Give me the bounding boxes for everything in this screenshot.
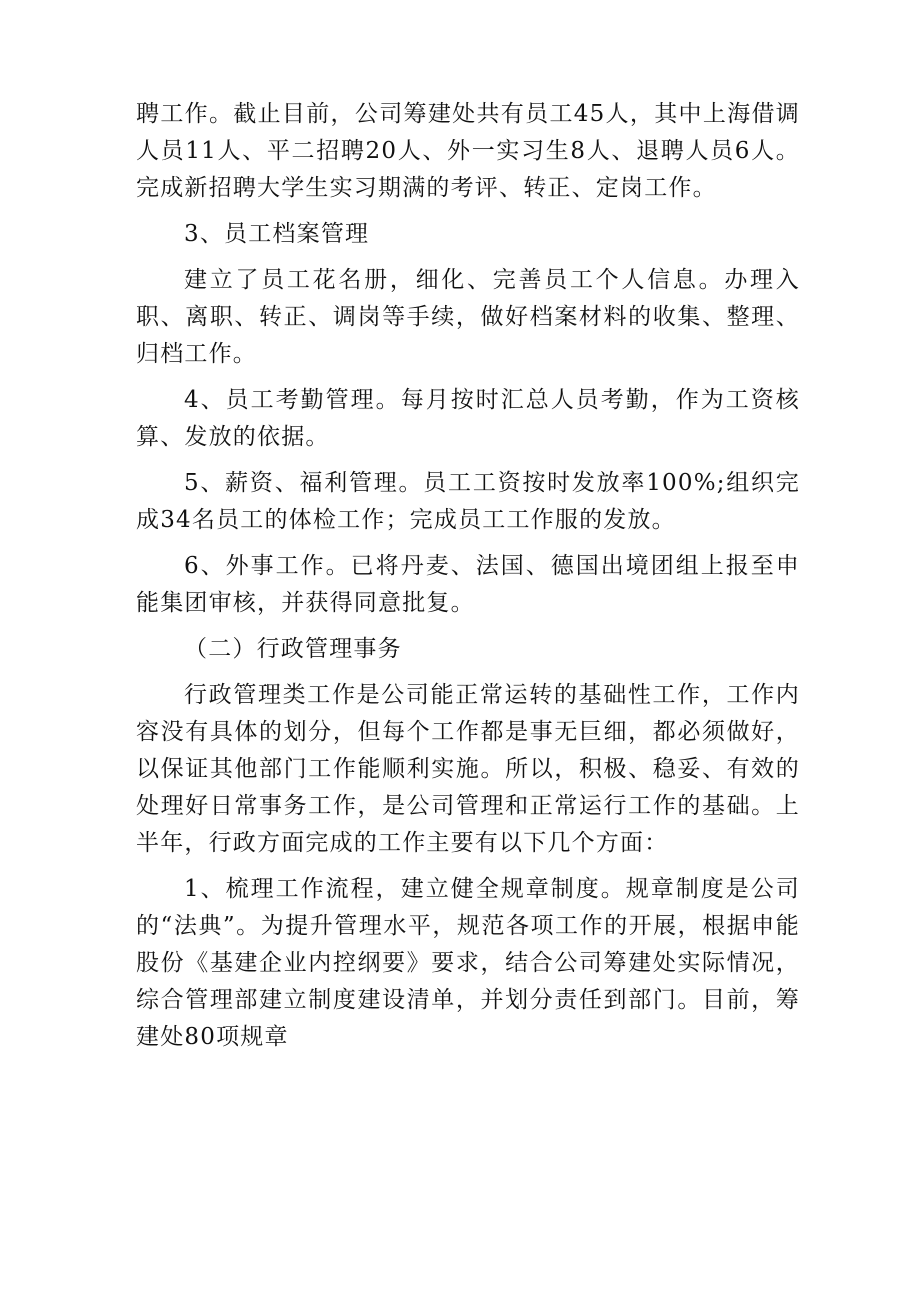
paragraph-foreign-affairs: 6、外事工作。已将丹麦、法国、德国出境团组上报至申能集团审核，并获得同意批复。 bbox=[136, 553, 800, 616]
document-body bbox=[136, 96, 800, 1056]
paragraph-rules-system: 1、梳理工作流程，建立健全规章制度。规章制度是公司的“法典”。为提升管理水平，规范各项工作的开展，根据申能股份《基建企业内控纲要》要求，结合公司筹建处实际情况，综合管理部建立制度建设清单，并划分责任到部门。目前，筹建处80项规章 bbox=[136, 876, 800, 1050]
paragraph-salary-benefits: 5、薪资、福利管理。员工工资按时发放率100%;组织完成34名员工的体检工作；完成员工工作服的发放。 bbox=[136, 470, 800, 533]
paragraph-attendance: 4、员工考勤管理。每月按时汇总人员考勤，作为工资核算、发放的依据。 bbox=[136, 387, 800, 450]
heading-employee-records: 3、员工档案管理 bbox=[184, 221, 370, 247]
heading-administration: （二）行政管理事务 bbox=[184, 636, 402, 662]
paragraph-employee-records: 建立了员工花名册，细化、完善员工个人信息。办理入职、离职、转正、调岗等手续，做好档案材料的收集、整理、归档工作。 bbox=[136, 267, 800, 367]
paragraph-administration-intro: 行政管理类工作是公司能正常运转的基础性工作，工作内容没有具体的划分，但每个工作都是事无巨细，都必须做好，以保证其他部门工作能顺利实施。所以，积极、稳妥、有效的处理好日常事务工作，是公司管理和正常运行工作的基础。上半年，行政方面完成的工作主要有以下几个方面： bbox=[136, 682, 800, 856]
paragraph-staffing-summary: 聘工作。截止目前，公司筹建处共有员工45人，其中上海借调人员11人、平二招聘20人、外一实习生8人、退聘人员6人。完成新招聘大学生实习期满的考评、转正、定岗工作。 bbox=[136, 101, 800, 201]
